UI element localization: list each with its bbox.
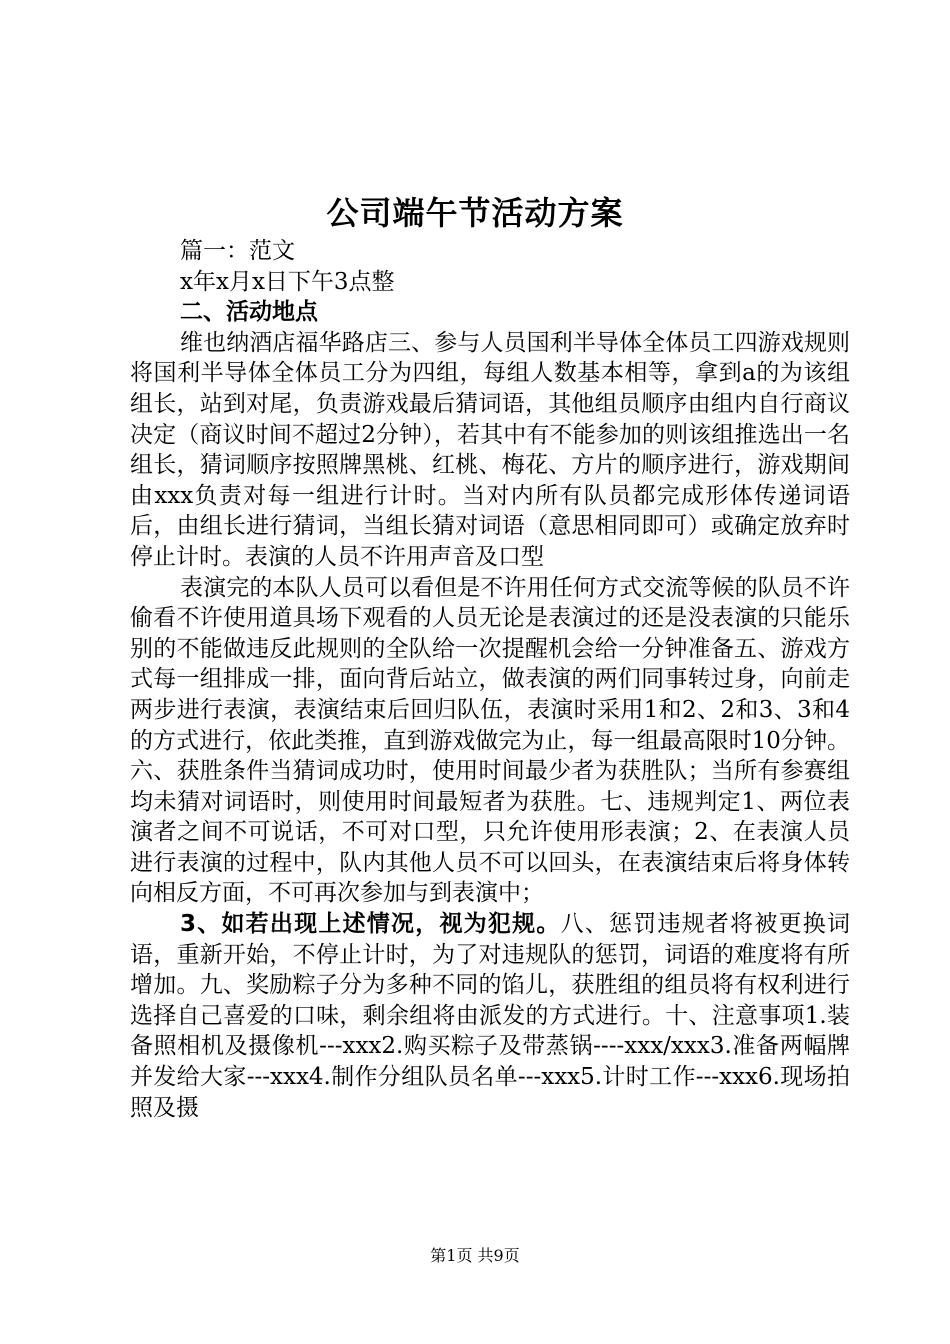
document-title: 公司端午节活动方案 [326, 194, 624, 232]
paragraph-3 [130, 909, 850, 1123]
intro-line-2: x年x月x日下午3点整 [180, 268, 395, 295]
paragraph-1: 维也纳酒店福华路店三、参与人员国利半导体全体员工四游戏规则将国利半导体全体员工分为四组，每组人数基本相等，拿到a的为该组组长，站到对尾，负责游戏最后猜词语，其他组员顺序由组内自行商议决定（商议时间不超过2分钟），若其中有不能参加的则该组推选出一名组长，猜词顺序按照牌黑桃、红桃、梅花、方片的顺序进行，游戏期间由xxx负责对每一组进行计时。当对内所有队员都完成形体传递词语后，由组长进行猜词，当组长猜对词语（意思相同即可）或确定放弃时停止计时。表演的人员不许用声音及口型 [130, 329, 850, 570]
section-heading: 二、活动地点 [180, 299, 318, 326]
paragraph-2: 表演完的本队人员可以看但是不许用任何方式交流等候的队员不许偷看不许使用道具场下观看的人员无论是表演过的还是没表演的只能乐别的不能做违反此规则的全队给一次提醒机会给一分钟准备五、游戏方式每一组排成一排，面向背后站立，做表演的两们同事转过身，向前走两步进行表演，表演结束后回归队伍，表演时采用1和2、2和3、3和4的方式进行，依此类推，直到游戏做完为止，每一组最高限时10分钟。六、获胜条件当猜词成功时，使用时间最少者为获胜队；当所有参赛组均未猜对词语时，则使用时间最短者为获胜。七、违规判定1、两位表演者之间不可说话，不可对口型，只允许使用形表演；2、在表演人员进行表演的过程中，队内其他人员不可以回头，在表演结束后将身体转向相反方面，不可再次参加与到表演中； [130, 574, 850, 907]
paragraph-3-lead: 3、如若出现上述情况，视为犯规。 [180, 911, 561, 938]
page-footer: 第1页 共9页 [430, 1246, 520, 1265]
document-body [130, 236, 850, 1123]
intro-line-1: 篇一：范文 [180, 238, 295, 264]
paragraph-3-rest: 八、惩罚违规者将被更换词语，重新开始，不停止计时，为了对违规队的惩罚，词语的难度将有所增加。九、奖励粽子分为多种不同的馅儿，获胜组的组员将有权利进行选择自己喜爱的口味，剩余组将由派发的方式进行。十、注意事项1.装备照相机及摄像机---xxx2.购买粽子及带蒸锅----xxx/xxx3.准备两幅牌并发给大家---xxx4.制作分组队员名单---xxx5.计时工作---xxx6.现场拍照及摄 [130, 911, 851, 1121]
